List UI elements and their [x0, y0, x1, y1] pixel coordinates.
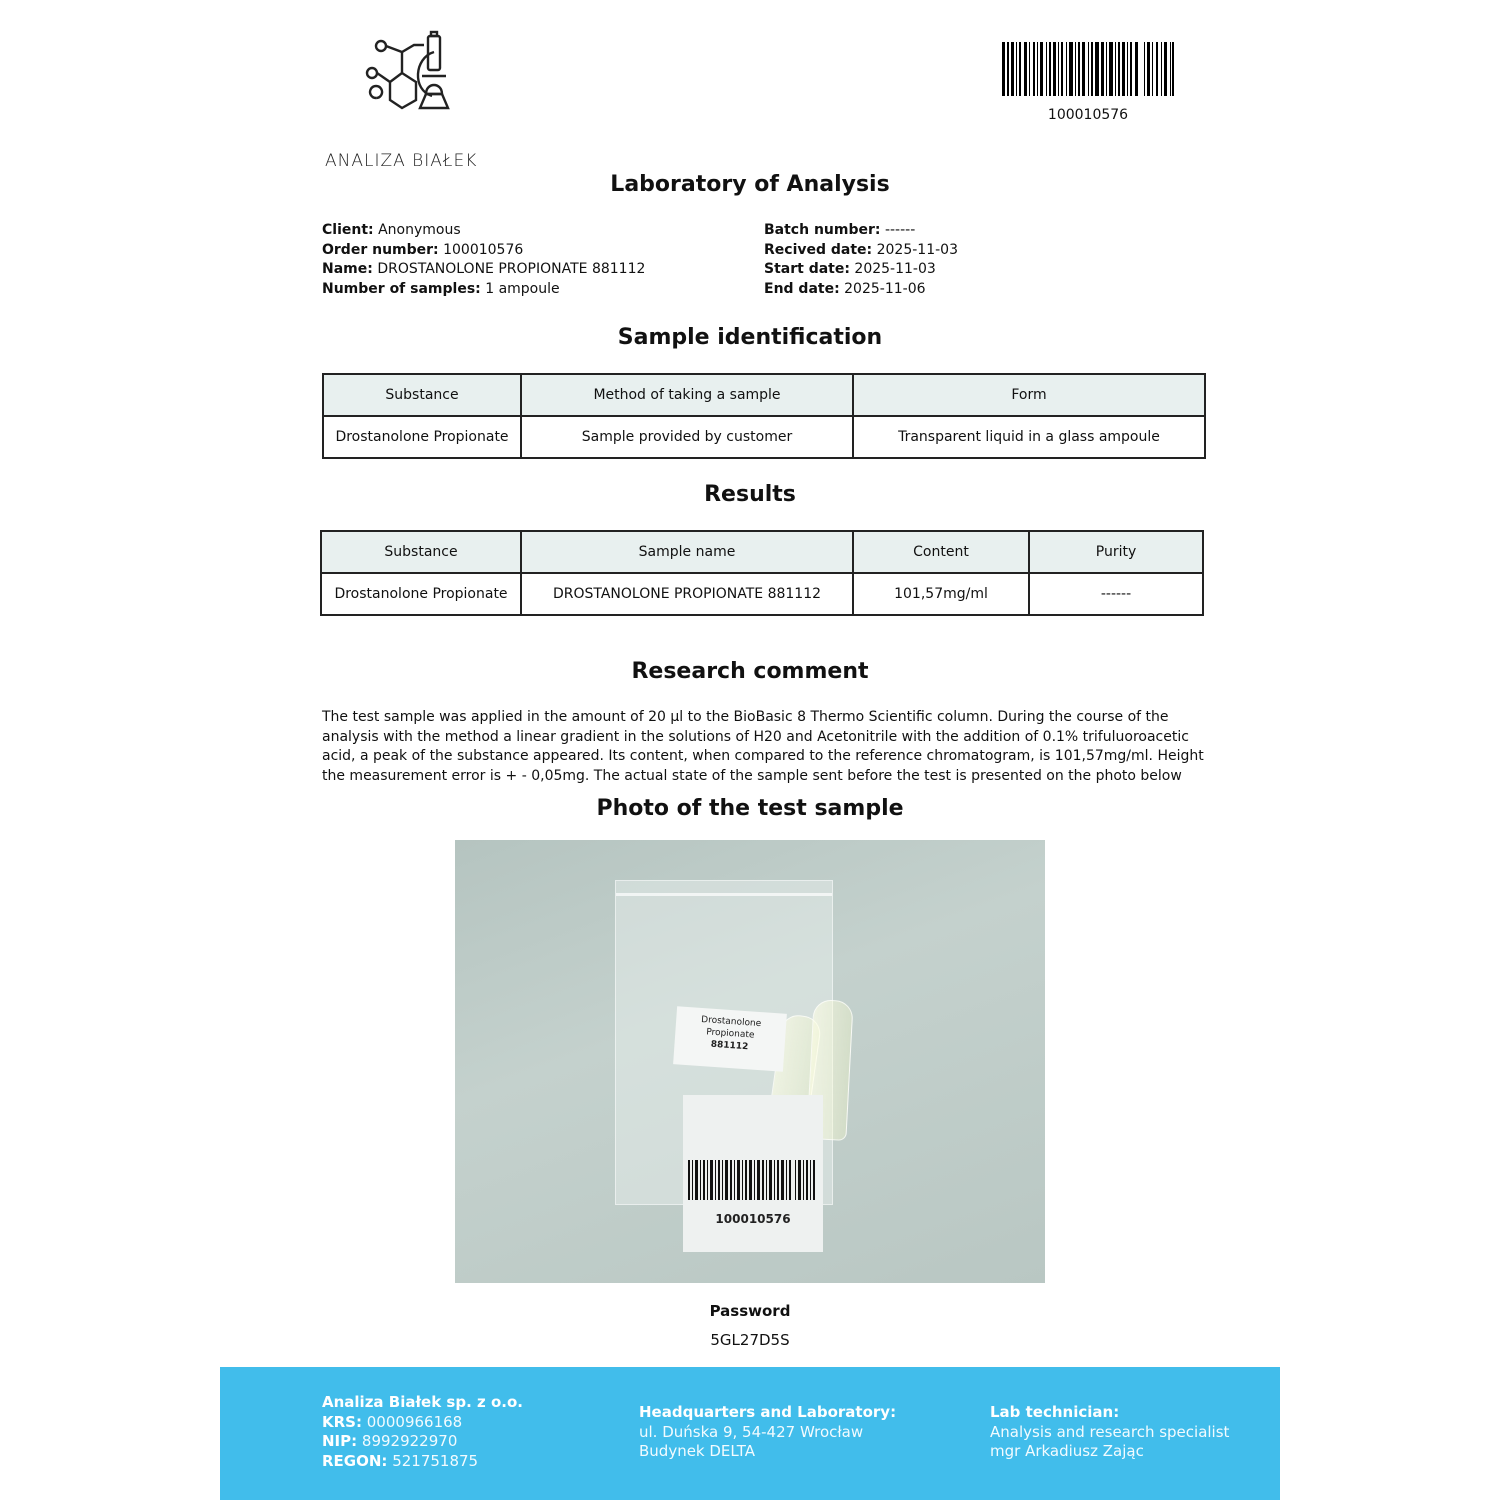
results-table	[320, 530, 1204, 616]
password-label: Password	[709, 1302, 791, 1320]
barcode-label: 100010576	[683, 1095, 823, 1252]
results-heading: Results	[704, 482, 796, 507]
table-cell: Drostanolone Propionate	[321, 573, 521, 615]
column-header: Purity	[1029, 531, 1203, 573]
footer-technician: Lab technician: Analysis and research specialist mgr Arkadiusz Zając	[990, 1403, 1230, 1460]
logo-text: ANALIZA BIAŁEK	[325, 151, 478, 171]
footer-company: Analiza Białek sp. z o.o. KRS: 0000966168 NIP: 8992922970 REGON: 521751875	[322, 1393, 523, 1470]
info-start-date: Start date: 2025-11-03	[764, 261, 936, 277]
table-cell: ------	[1029, 573, 1203, 615]
info-left	[322, 221, 645, 299]
barcode-icon	[1002, 42, 1174, 96]
table-header-row	[323, 374, 1205, 416]
column-header: Method of taking a sample	[521, 374, 853, 416]
table-row	[321, 573, 1203, 615]
footer	[220, 1367, 1280, 1500]
table-header-row	[321, 531, 1203, 573]
info-right	[764, 221, 958, 299]
table-cell: Transparent liquid in a glass ampoule	[853, 416, 1205, 458]
column-header: Substance	[321, 531, 521, 573]
photo-heading: Photo of the test sample	[596, 796, 904, 821]
sample-identification-table	[322, 373, 1206, 459]
column-header: Content	[853, 531, 1029, 573]
molecule-microscope-icon	[364, 30, 460, 112]
info-received-date: Recived date: 2025-11-03	[764, 241, 958, 258]
column-header: Sample name	[521, 531, 853, 573]
barcode-icon	[688, 1160, 816, 1200]
page-title: Laboratory of Analysis	[610, 172, 890, 197]
password-value: 5GL27D5S	[710, 1331, 790, 1349]
research-comment-heading: Research comment	[631, 659, 869, 684]
footer-headquarters: Headquarters and Laboratory: ul. Duńska 9, 54-427 Wrocław Budynek DELTA	[639, 1403, 897, 1460]
table-cell: DROSTANOLONE PROPIONATE 881112	[521, 573, 853, 615]
info-number-of-samples: Number of samples: 1 ampoule	[322, 280, 560, 297]
sample-label: Drostanolone Propionate 881112	[673, 1006, 787, 1072]
info-client: Client: Anonymous	[322, 222, 461, 238]
company-logo	[322, 30, 502, 171]
info-end-date: End date: 2025-11-06	[764, 280, 926, 297]
table-cell: Sample provided by customer	[521, 416, 853, 458]
info-batch-number: Batch number: ------	[764, 222, 916, 238]
table-row	[323, 416, 1205, 458]
info-order-number: Order number: 100010576	[322, 241, 524, 258]
research-comment-text: The test sample was applied in the amount of 20 µl to the BioBasic 8 Thermo Scientific column. During the course of the analysis with the method a linear gradient in the solutions of H20 and Acetonitrile with the addition of 0.1% trifuluoroacetic acid, a peak of the substance appeared. Its content, when compared to the reference chromatogram, is 101,57mg/ml. Height the measurement error is + - 0,05mg. The actual state of the sample sent before the test is presented on the photo below	[322, 709, 1204, 784]
info-name: Name: DROSTANOLONE PROPIONATE 881112	[322, 261, 646, 277]
sample-identification-heading: Sample identification	[617, 325, 883, 350]
table-cell: Drostanolone Propionate	[323, 416, 521, 458]
barcode-number: 100010576	[1047, 107, 1129, 123]
column-header: Form	[853, 374, 1205, 416]
table-cell: 101,57mg/ml	[853, 573, 1029, 615]
column-header: Substance	[323, 374, 521, 416]
sample-photo	[455, 840, 1045, 1283]
